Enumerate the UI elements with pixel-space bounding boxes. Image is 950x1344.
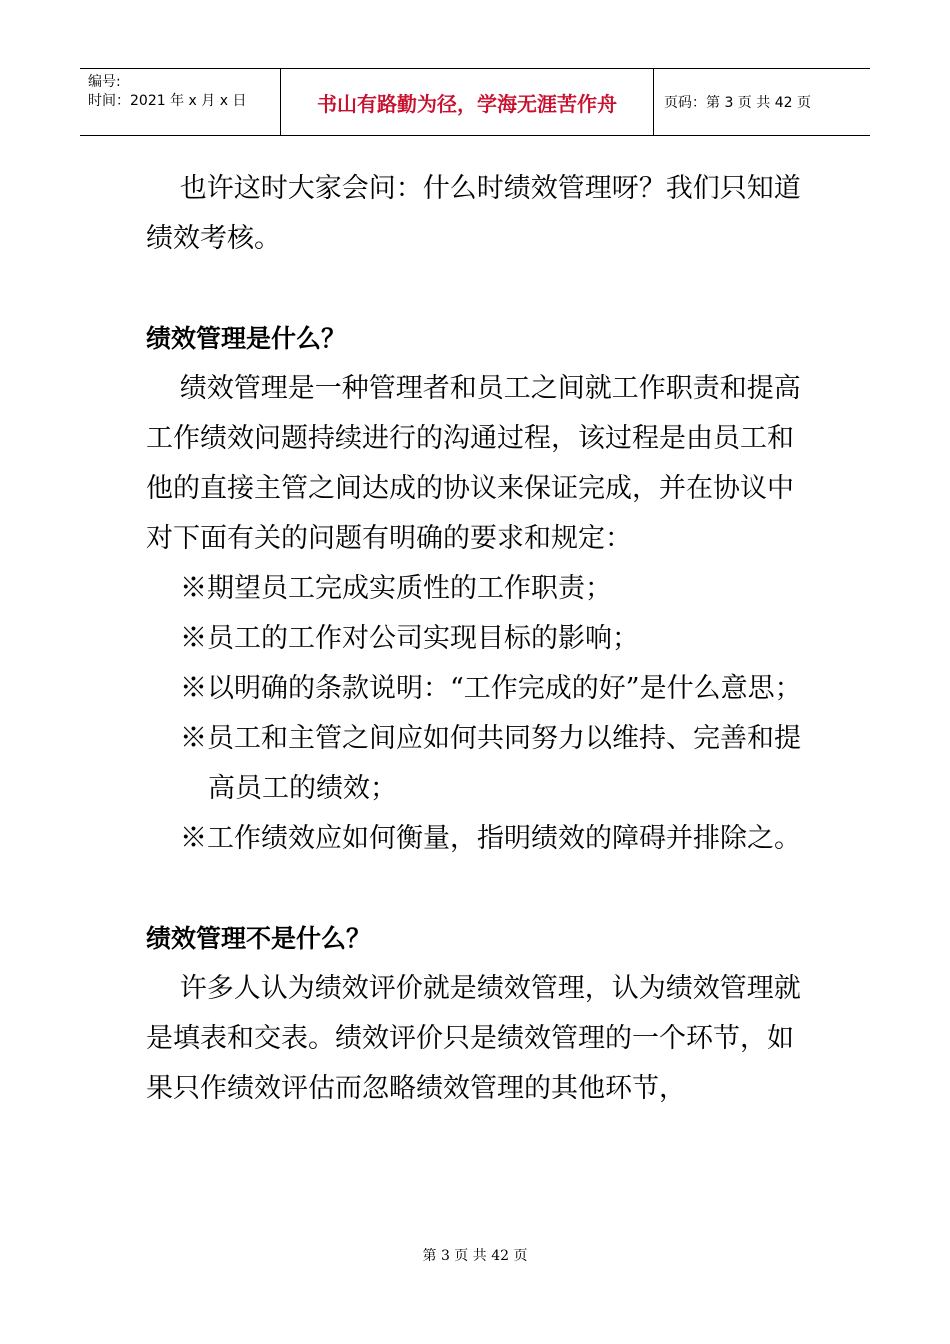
spacer — [146, 864, 810, 914]
section-heading-what-is: 绩效管理是什么？ — [146, 324, 347, 353]
header-info-cell — [80, 69, 281, 135]
footer-page-number: 第 3 页 共 42 页 — [422, 1248, 528, 1264]
header-page-info: 页码：第 3 页 共 42 页 — [664, 95, 811, 111]
spacer — [146, 264, 810, 314]
section-paragraph-what-is-not: 许多人认为绩效评价就是绩效管理，认为绩效管理就是填表和交表。绩效评价只是绩效管理的一个环节，如果只作绩效评估而忽略绩效管理的其他环节， — [146, 973, 801, 1104]
header-motto: 书山有路勤为径，学海无涯苦作舟 — [317, 91, 617, 116]
document-number-label: 编号: — [88, 74, 121, 90]
document-header — [80, 68, 870, 136]
document-body — [146, 164, 810, 1114]
bullet-item: ※以明确的条款说明：“工作完成的好”是什么意思； — [180, 673, 802, 704]
document-date: 时间：2021 年 x 月 x 日 — [88, 93, 247, 109]
header-page-cell — [654, 69, 870, 135]
section-heading-what-is-not: 绩效管理不是什么？ — [146, 924, 372, 953]
bullet-item: ※期望员工完成实质性的工作职责； — [180, 573, 612, 604]
page-footer — [0, 1245, 950, 1265]
bullet-item: ※员工的工作对公司实现目标的影响； — [180, 623, 639, 654]
header-motto-cell — [281, 69, 654, 135]
bullet-item: ※工作绩效应如何衡量，指明绩效的障碍并排除之。 — [180, 823, 801, 854]
intro-paragraph: 也许这时大家会问：什么时绩效管理呀？我们只知道绩效考核。 — [146, 173, 801, 254]
bullet-item: ※员工和主管之间应如何共同努力以维持、完善和提高员工的绩效； — [180, 723, 801, 804]
section-paragraph-what-is: 绩效管理是一种管理者和员工之间就工作职责和提高工作绩效问题持续进行的沟通过程，该过程是由员工和他的直接主管之间达成的协议来保证完成，并在协议中对下面有关的问题有明确的要求和规定： — [146, 373, 801, 554]
